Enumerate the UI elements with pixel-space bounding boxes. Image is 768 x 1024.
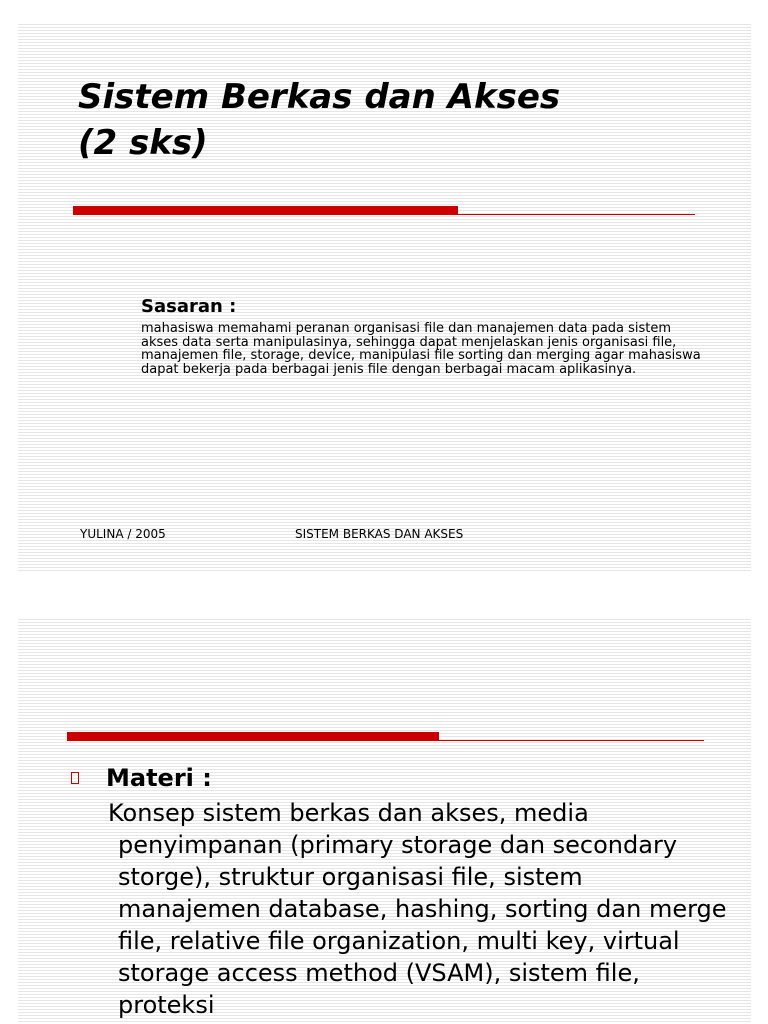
materi-bullet-row [71,764,212,792]
slide-title-line-2: (2 sks) [78,123,208,163]
sasaran-section [141,296,701,376]
materi-heading: Materi : [106,764,212,792]
materi-body: Konsep sistem berkas dan akses, media penyimpanan (primary storage dan secondary storge), struktur organisasi file, sistem manajemen database, hashing, sorting dan merge file, relative file organization, multi key, virtual storage access method (VSAM), sistem file, proteksi [108,799,727,1019]
slide-2 [18,617,751,1024]
footer-course: SISTEM BERKAS DAN AKSES [295,527,464,541]
footer-author: YULINA / 2005 [80,527,166,541]
title-divider-thick [73,206,458,215]
slide-title-line-1: Sistem Berkas dan Akses [78,77,561,117]
sasaran-body: mahasiswa memahami peranan organisasi file dan manajemen data pada sistem akses data serta manipulasinya, sehingga dapat menjelaskan jenis organisasi file, manajemen file, storage, device, manipulasi file sorting dan merging agar mahasiswa dapat bekerja pada berbagai jenis file dengan berbagai macam aplikasinya. [141,321,701,377]
title-divider [73,214,695,215]
square-bullet-icon [71,772,79,784]
slide-title [78,74,560,166]
slide-1 [18,22,751,573]
top-divider-thick [67,732,439,741]
sasaran-heading: Sasaran : [141,296,237,317]
top-divider [67,740,704,741]
